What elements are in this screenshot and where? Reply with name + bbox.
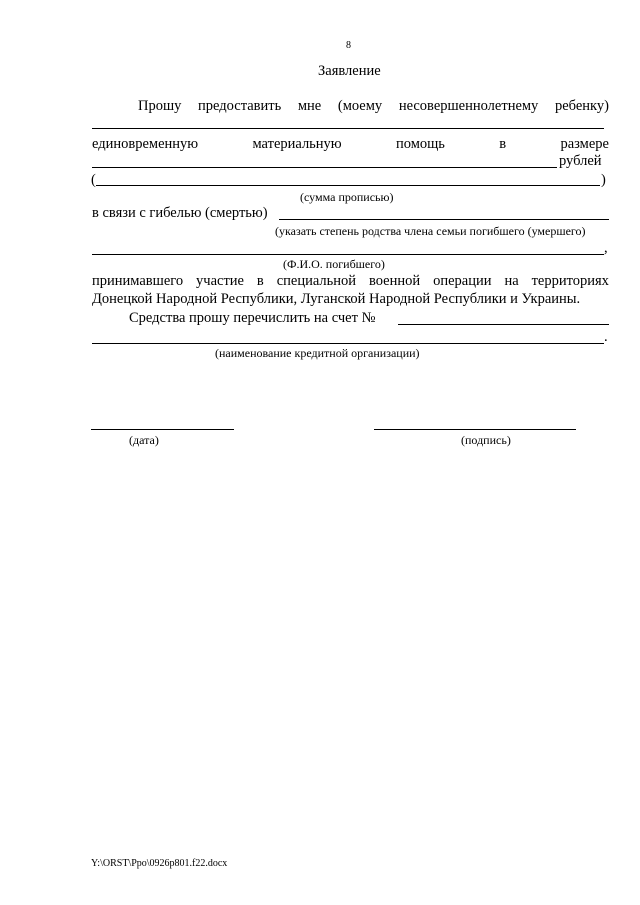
request-word: несовершеннолетнему [398,98,539,114]
participation-word: на [504,273,519,289]
paren-close: ) [601,172,606,188]
request-word: ребенку) [554,98,609,114]
recipient-blank-line[interactable] [92,128,604,129]
funds-request-label: Средства прошу перечислить на счет № [129,310,376,326]
participation-word: операции [433,273,492,289]
participation-word: в [256,273,264,289]
signature-blank-line[interactable] [374,429,576,430]
request-word: материальную [252,136,342,152]
participation-word: военной [369,273,421,289]
request-word: размере [560,136,609,152]
caption-signature: (подпись) [461,433,511,447]
amount-words-blank-line[interactable] [96,185,600,186]
rubles-label: рублей [559,153,602,169]
participation-line-2: Донецкой Народной Республики, Луганской Народной Республики и Украины. [92,291,581,307]
fio-blank-line[interactable] [92,254,604,255]
page-number: 8 [346,40,351,51]
bank-name-blank-line[interactable] [92,343,604,344]
caption-date: (дата) [129,433,159,447]
fio-comma: , [604,240,608,256]
caption-fio-deceased: (Ф.И.О. погибшего) [283,257,385,271]
participation-line-1 [92,273,609,289]
date-blank-line[interactable] [91,429,234,430]
caption-bank-name: (наименование кредитной организации) [215,346,420,360]
participation-word: принимавшего [92,273,184,289]
request-line-1 [138,98,609,114]
request-word: Прошу [138,98,182,114]
caption-sum-in-words: (сумма прописью) [300,190,394,204]
relation-blank-line[interactable] [279,219,609,220]
caption-relation-degree: (указать степень родства члена семьи погибшего (умершего) [275,224,586,238]
participation-word: участие [196,273,244,289]
request-word: предоставить [198,98,282,114]
paren-open: ( [91,172,96,188]
request-word: мне [297,98,322,114]
participation-word: территориях [531,273,609,289]
participation-word: специальной [276,273,357,289]
account-number-blank-line[interactable] [398,324,609,325]
request-line-2 [92,136,609,152]
bank-line-period: . [604,329,608,345]
death-reason-label: в связи с гибелью (смертью) [92,205,268,221]
amount-blank-line[interactable] [92,167,557,168]
document-title: Заявление [318,63,381,79]
request-word: помощь [395,136,445,152]
footer-file-path: Y:\ORST\Ppo\0926p801.f22.docx [91,858,228,869]
request-word: единовременную [92,136,199,152]
request-word: в [499,136,507,152]
request-word: (моему [337,98,383,114]
